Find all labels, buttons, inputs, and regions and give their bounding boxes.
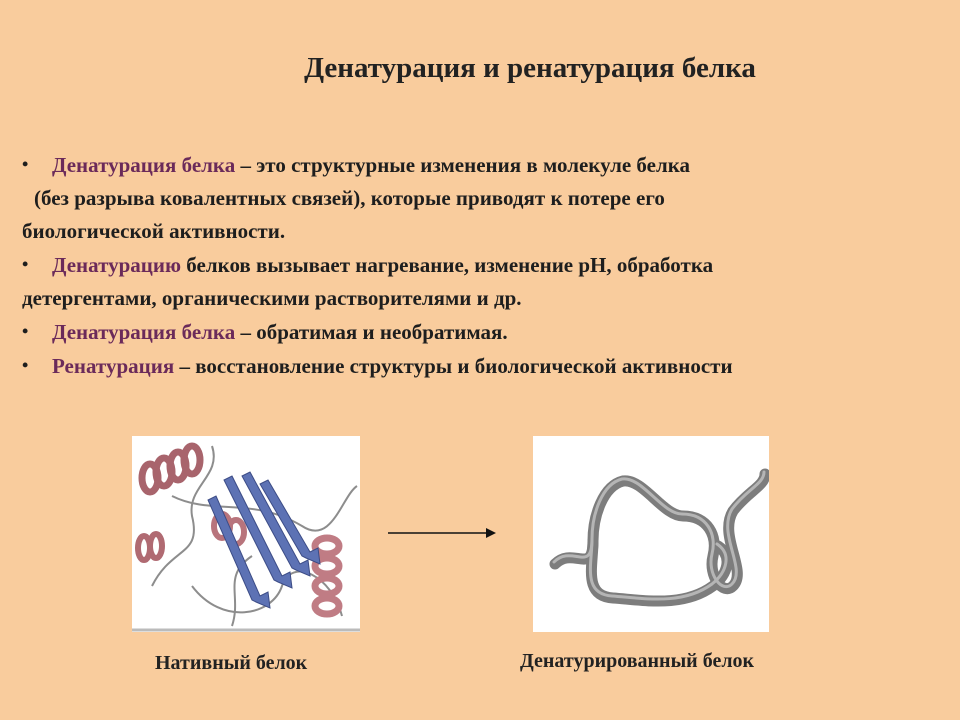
bullet-text: – это структурные изменения в молекуле белка xyxy=(235,153,691,177)
bullet-continuation: детергентами, органическими растворителями и др. xyxy=(22,286,522,310)
bullet-continuation: биологической активности. xyxy=(22,219,286,243)
denatured-coil-illustration xyxy=(533,436,769,632)
bullet-item-1 xyxy=(22,148,942,248)
bullet-text: – обратимая и необратимая. xyxy=(235,320,508,344)
bullet-term: Ренатурация xyxy=(52,354,175,378)
bullet-text: белков вызывает нагревание, изменение рН, обработка xyxy=(181,253,714,277)
bullet-list xyxy=(22,148,942,383)
protein-ribbon-illustration xyxy=(132,436,360,632)
bullet-glyph: • xyxy=(22,254,29,274)
bullet-text: – восстановление структуры и биологической активности xyxy=(174,354,733,378)
denatured-protein-image xyxy=(533,436,769,632)
bullet-term: Денатурация белка xyxy=(52,320,236,344)
bullet-term: Денатурацию xyxy=(52,253,182,277)
bullet-term: Денатурация белка xyxy=(52,153,236,177)
native-protein-image xyxy=(132,436,360,632)
bullet-item-3 xyxy=(22,315,942,349)
native-protein-caption: Нативный белок xyxy=(155,652,308,674)
slide-title: Денатурация и ренатурация белка xyxy=(304,52,756,84)
bullet-glyph: • xyxy=(22,321,29,341)
bullet-glyph: • xyxy=(22,355,29,375)
arrow-icon xyxy=(388,526,498,540)
bullet-continuation: (без разрыва ковалентных связей), которые приводят к потере его xyxy=(34,186,665,210)
denatured-protein-caption: Денатурированный белок xyxy=(520,650,755,672)
bullet-item-4 xyxy=(22,349,942,383)
bullet-glyph: • xyxy=(22,154,29,174)
bullet-item-2 xyxy=(22,248,942,315)
